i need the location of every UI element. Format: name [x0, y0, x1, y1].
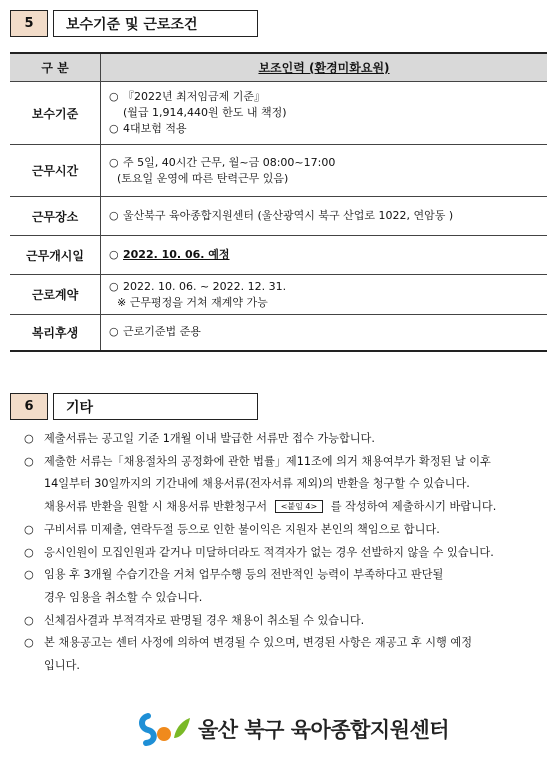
row-value: ○ 주 5일, 40시간 근무, 월~금 08:00~17:00 (토요일 운영에 따른 탄력근무 있음) — [101, 145, 548, 197]
row-label: 보수기준 — [10, 82, 101, 145]
list-item: ○ 본 채용공고는 센터 사정에 의하여 변경될 수 있으며, 변경된 사항은 재공고 후 시행 예정 — [24, 632, 552, 655]
bullet: ○ — [24, 568, 34, 582]
table-row-start — [10, 236, 547, 275]
section-title: 기타 — [53, 393, 258, 420]
list-item-continuation: 입니다. — [44, 659, 80, 673]
list-item-continuation: 14일부터 30일까지의 기간내에 채용서류(전자서류 제외)의 반환을 청구할 수 있습니다. — [44, 477, 470, 491]
list-item: ○ 구비서류 미제출, 연락두절 등으로 인한 불이익은 지원자 본인의 책임으로 합니다. — [24, 519, 552, 542]
row-value: ○ 2022. 10. 06. ~ 2022. 12. 31. ※ 근무평정을 거쳐 재계약 가능 — [101, 275, 548, 315]
row-value: ○ 울산북구 육아종합지원센터 (울산광역시 북구 산업로 1022, 연암동 ) — [101, 197, 548, 236]
list-item-continuation: 채용서류 반환을 원할 시 채용서류 반환청구서 <붙임 4> 를 작성하여 제출하시기 바랍니다. — [44, 500, 497, 514]
bullet: ○ — [109, 209, 119, 222]
row-value: ○ 『2022년 최저임금제 기준』 (월급 1,914,440원 한도 내 책정) ○ 4대보험 적용 — [101, 82, 548, 145]
table-row-pay — [10, 82, 547, 145]
list-item: ○ 임용 후 3개월 수습기간을 거쳐 업무수행 등의 전반적인 능력이 부족하다고 판단될 — [24, 564, 552, 587]
list-item: ○ 신체검사결과 부적격자로 판명될 경우 채용이 취소될 수 있습니다. — [24, 610, 552, 633]
center-logo — [138, 712, 449, 746]
bullet: ○ — [109, 279, 119, 293]
row-label: 근로계약 — [10, 275, 101, 315]
bullet: ○ — [24, 636, 34, 650]
section-title: 보수기준 및 근로조건 — [53, 10, 258, 37]
table-row-place — [10, 197, 547, 236]
list-item: ○ 응시인원이 모집인원과 같거나 미달하더라도 적격자가 없는 경우 선발하지 않을 수 있습니다. — [24, 542, 552, 565]
table-row-welfare — [10, 315, 547, 351]
conditions-table — [10, 52, 547, 352]
logo-text: 울산 북구 육아종합지원센터 — [198, 718, 450, 742]
row-label: 복리후생 — [10, 315, 101, 351]
bullet: ○ — [24, 545, 34, 559]
bullet: ○ — [24, 454, 34, 468]
section-5-header — [10, 10, 258, 37]
row-value: ○ 2022. 10. 06. 예정 — [101, 236, 548, 275]
notice-list — [24, 428, 552, 678]
section-number: 6 — [10, 393, 48, 420]
header-category: 구 분 — [10, 53, 101, 82]
logo-mark-icon — [138, 712, 192, 746]
bullet: ○ — [109, 325, 119, 339]
section-number: 5 — [10, 10, 48, 37]
bullet: ○ — [109, 248, 119, 261]
bullet: ○ — [109, 90, 119, 103]
row-label: 근무장소 — [10, 197, 101, 236]
table-row-contract — [10, 275, 547, 315]
header-position: 보조인력 (환경미화요원) — [101, 53, 548, 82]
attachment-badge: <붙임 4> — [275, 500, 324, 513]
bullet: ○ — [109, 155, 119, 169]
section-6-header — [10, 393, 258, 420]
list-item-continuation: 경우 임용을 취소할 수 있습니다. — [44, 590, 203, 604]
row-label: 근무개시일 — [10, 236, 101, 275]
row-value: ○ 근로기준법 준용 — [101, 315, 548, 351]
row-label: 근무시간 — [10, 145, 101, 197]
table-row-hours — [10, 145, 547, 197]
list-item: ○ 제출서류는 공고일 기준 1개월 이내 발급한 서류만 접수 가능합니다. — [24, 428, 552, 451]
list-item: ○ 제출한 서류는「채용절차의 공정화에 관한 법률」제11조에 의거 채용여부가 확정된 날 이후 — [24, 451, 552, 474]
bullet: ○ — [24, 613, 34, 627]
table-header-row — [10, 53, 547, 82]
bullet: ○ — [24, 432, 34, 445]
bullet: ○ — [109, 122, 119, 135]
bullet: ○ — [24, 522, 34, 536]
